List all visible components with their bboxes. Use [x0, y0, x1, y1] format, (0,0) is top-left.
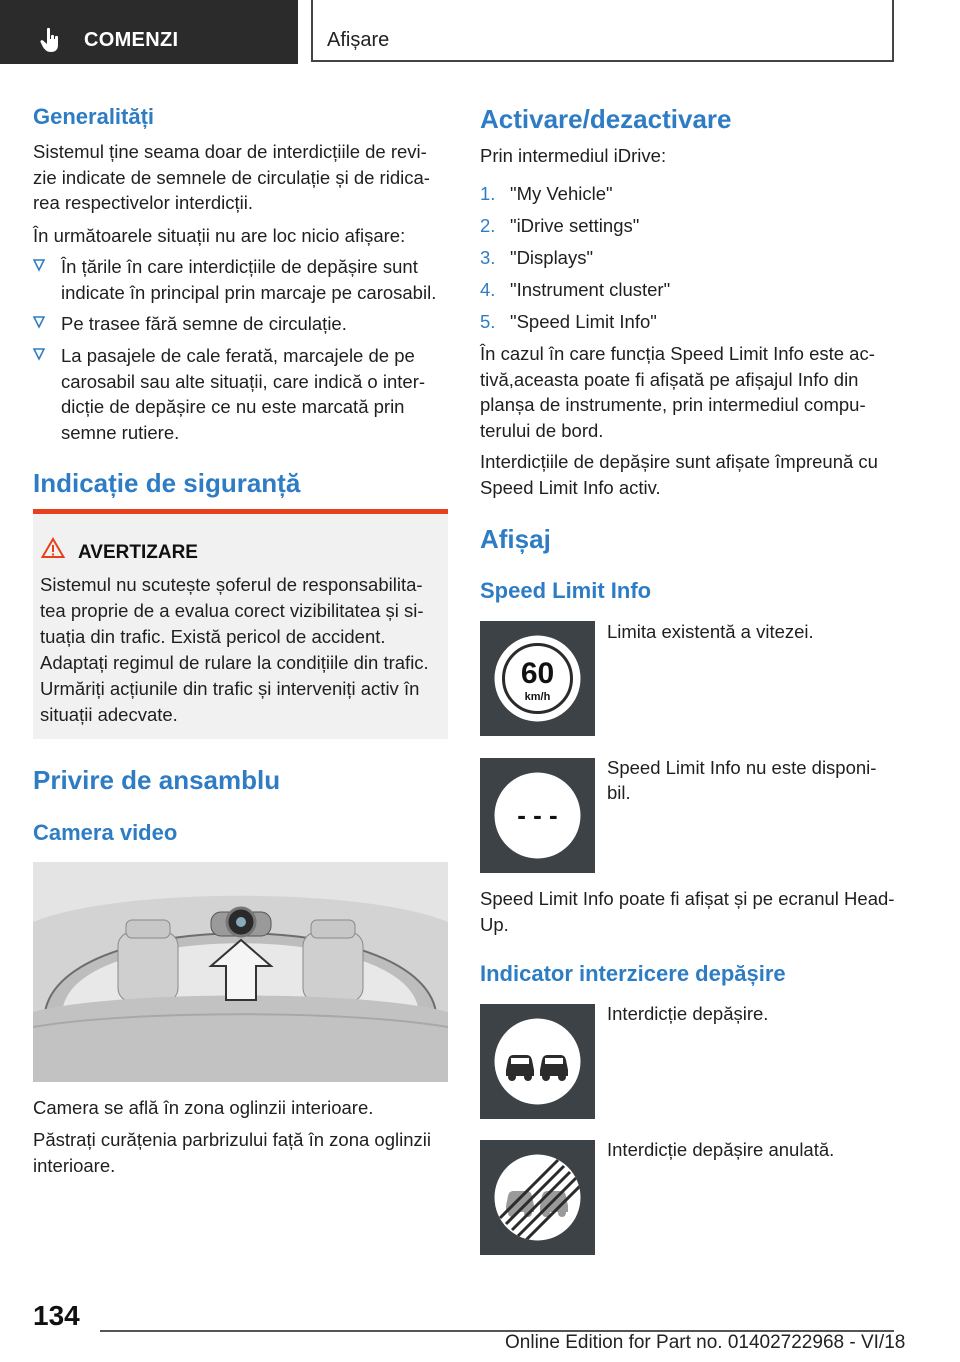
hud-paragraph: Speed Limit Info poate fi afișat și pe ecranul Head-Up. [480, 888, 895, 935]
warning-title: AVERTIZARE [78, 542, 198, 563]
chapter-tab[interactable] [0, 0, 298, 64]
speed-limit-info-heading: Speed Limit Info [480, 578, 652, 603]
speed-limit-sign-caption: Limita existentă a vitezei. [607, 621, 814, 642]
page-number: 134 [33, 1300, 80, 1331]
hand-icon [40, 27, 62, 53]
chapter-label: COMENZI [84, 29, 179, 51]
general-paragraph: Sistemul ține seama doar de interdicțiile de revi‐ zie indicate de semnele de circulație și de ridica‐ rea respectivelor interdicții. [33, 141, 430, 213]
triangle-bullet-icon [33, 347, 45, 361]
activation-intro: Prin intermediul iDrive: [480, 145, 667, 166]
unavailable-dashes: - - - [517, 800, 558, 830]
overview-heading: Privire de ansamblu [33, 765, 281, 795]
end-no-overtaking-caption: Interdicție depășire anulată. [607, 1139, 835, 1160]
activation-paragraph-1: În cazul în care funcția Speed Limit Info este ac‐ tivă,aceasta poate fi afișată pe afișajul Info din planșa de instrumente, prin intermediul compu‐ terului de bord. [480, 343, 875, 441]
warning-triangle-icon [41, 537, 65, 559]
no-overtaking-sign-image [480, 1004, 595, 1119]
triangle-bullet-icon [33, 258, 45, 272]
speed-limit-value: 60 [520, 657, 555, 690]
speed-limit-unit: km/h [524, 691, 551, 703]
warning-text: Sistemul nu scutește șoferul de responsabilita‐ tea proprie de a evalua corect vizibilitatea și si‐ tuația din trafic. Există pericol de accident. Adaptați regimul de rulare la condițiile din trafic. Urmăriți acțiunile din trafic și interveniți activ în situații adecvate. [40, 574, 429, 725]
camera-clean-text: Păstrați curățenia parbrizului față în zona oglinzii interioare. [33, 1129, 431, 1176]
display-heading: Afișaj [480, 524, 551, 554]
speed-limit-unavailable-caption: Speed Limit Info nu este disponi‐ bil. [607, 757, 877, 803]
end-no-overtaking-sign-image [480, 1140, 595, 1255]
overtake-heading: Indicator interzicere depășire [480, 961, 786, 986]
speed-limit-unavailable-image [480, 758, 595, 873]
no-overtaking-caption: Interdicție depășire. [607, 1003, 769, 1024]
activation-paragraph-2: Interdicțiile de depășire sunt afișate împreună cu Speed Limit Info activ. [480, 451, 878, 498]
section-tab[interactable] [311, 0, 894, 62]
camera-location-text: Camera se află în zona oglinzii interioare. [33, 1097, 374, 1118]
speed-limit-sign-image [480, 621, 595, 736]
activation-heading: Activare/dezactivare [480, 104, 732, 134]
camera-location-image [33, 862, 448, 1082]
section-label: Afișare [327, 29, 390, 51]
safety-heading: Indicație de siguranță [33, 468, 301, 498]
warning-box [33, 509, 448, 739]
general-heading: Generalități [33, 104, 155, 129]
camera-heading: Camera video [33, 820, 178, 845]
steps-list: 1. "My Vehicle" 2. "iDrive settings" 3. "Displays" 4. "Instrument cluster" 5. "Speed Limit Info" [480, 183, 671, 332]
no-display-intro: În următoarele situații nu are loc nicio afișare: [33, 225, 406, 246]
triangle-bullet-icon [33, 315, 45, 329]
edition-text: Online Edition for Part no. 01402722968 - VI/18 [505, 1332, 906, 1353]
